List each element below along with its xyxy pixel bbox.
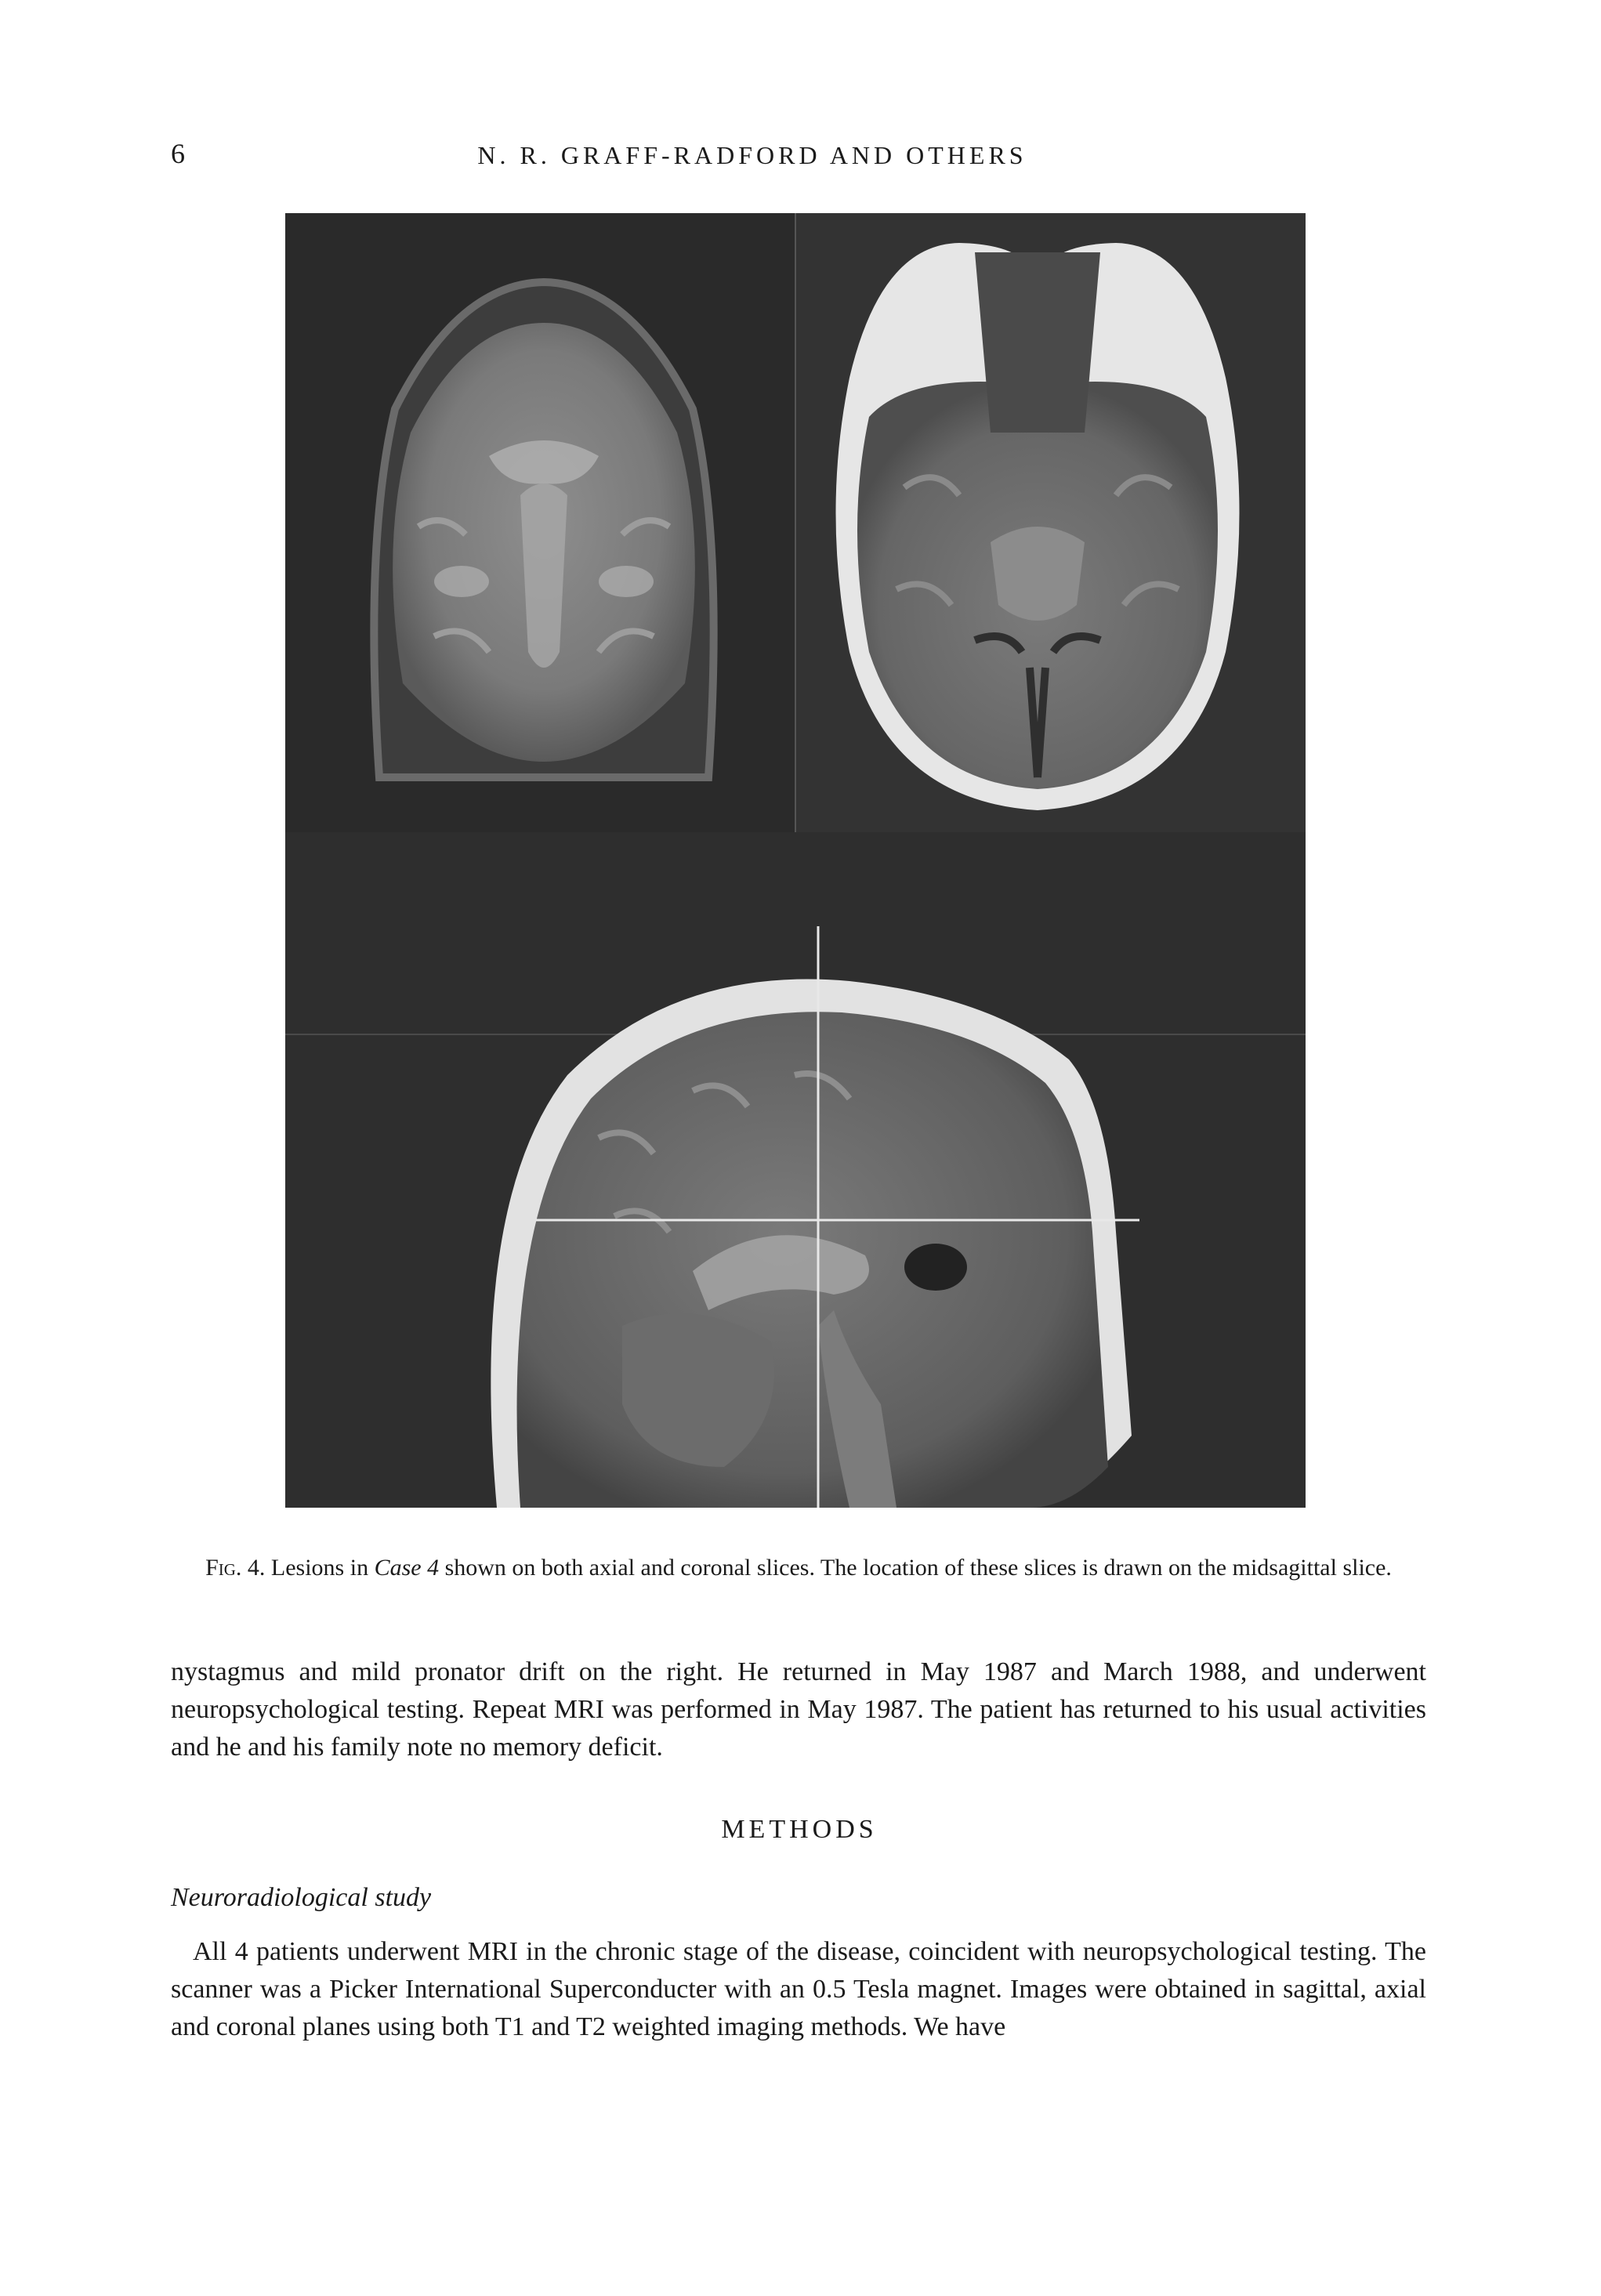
- body-paragraph-2: All 4 patients underwent MRI in the chronic stage of the disease, coincident with neuropsychological testing. The scanner was a Picker International Superconducter with an 0.5 Tesla magnet. Images were obtained in sagittal, axial and coronal planes using both T1 and T2 weighted imaging methods. We have: [171, 1937, 1426, 2041]
- running-head: N. R. GRAFF-RADFORD AND OTHERS: [477, 141, 1027, 169]
- mri-figure: [285, 213, 1306, 1508]
- figure-label: Fig. 4.: [205, 1555, 266, 1581]
- section-heading-methods: METHODS: [721, 1815, 878, 1844]
- body-paragraph-1: nystagmus and mild pronator drift on the right. He returned in May 1987 and March 1988, and underwent neuropsychological testing. Repeat MRI was performed in May 1987. The patient has returned to his usual activities and he and his family note no memory deficit.: [171, 1657, 1426, 1762]
- caption-case-reference: Case 4: [374, 1555, 440, 1581]
- figure-caption: [171, 1553, 1426, 1583]
- coronal-slice-panel: [374, 282, 713, 777]
- mri-figure-graphic: [285, 213, 1306, 1508]
- caption-text-before-case: Lesions in: [270, 1555, 375, 1581]
- page-number: 6: [171, 138, 185, 169]
- subsection-heading: Neuroradiological study: [171, 1883, 432, 1912]
- axial-slice-panel: [836, 243, 1240, 810]
- caption-text-after-case: shown on both axial and coronal slices. The location of these slices is drawn on the midsagittal slice.: [439, 1555, 1392, 1581]
